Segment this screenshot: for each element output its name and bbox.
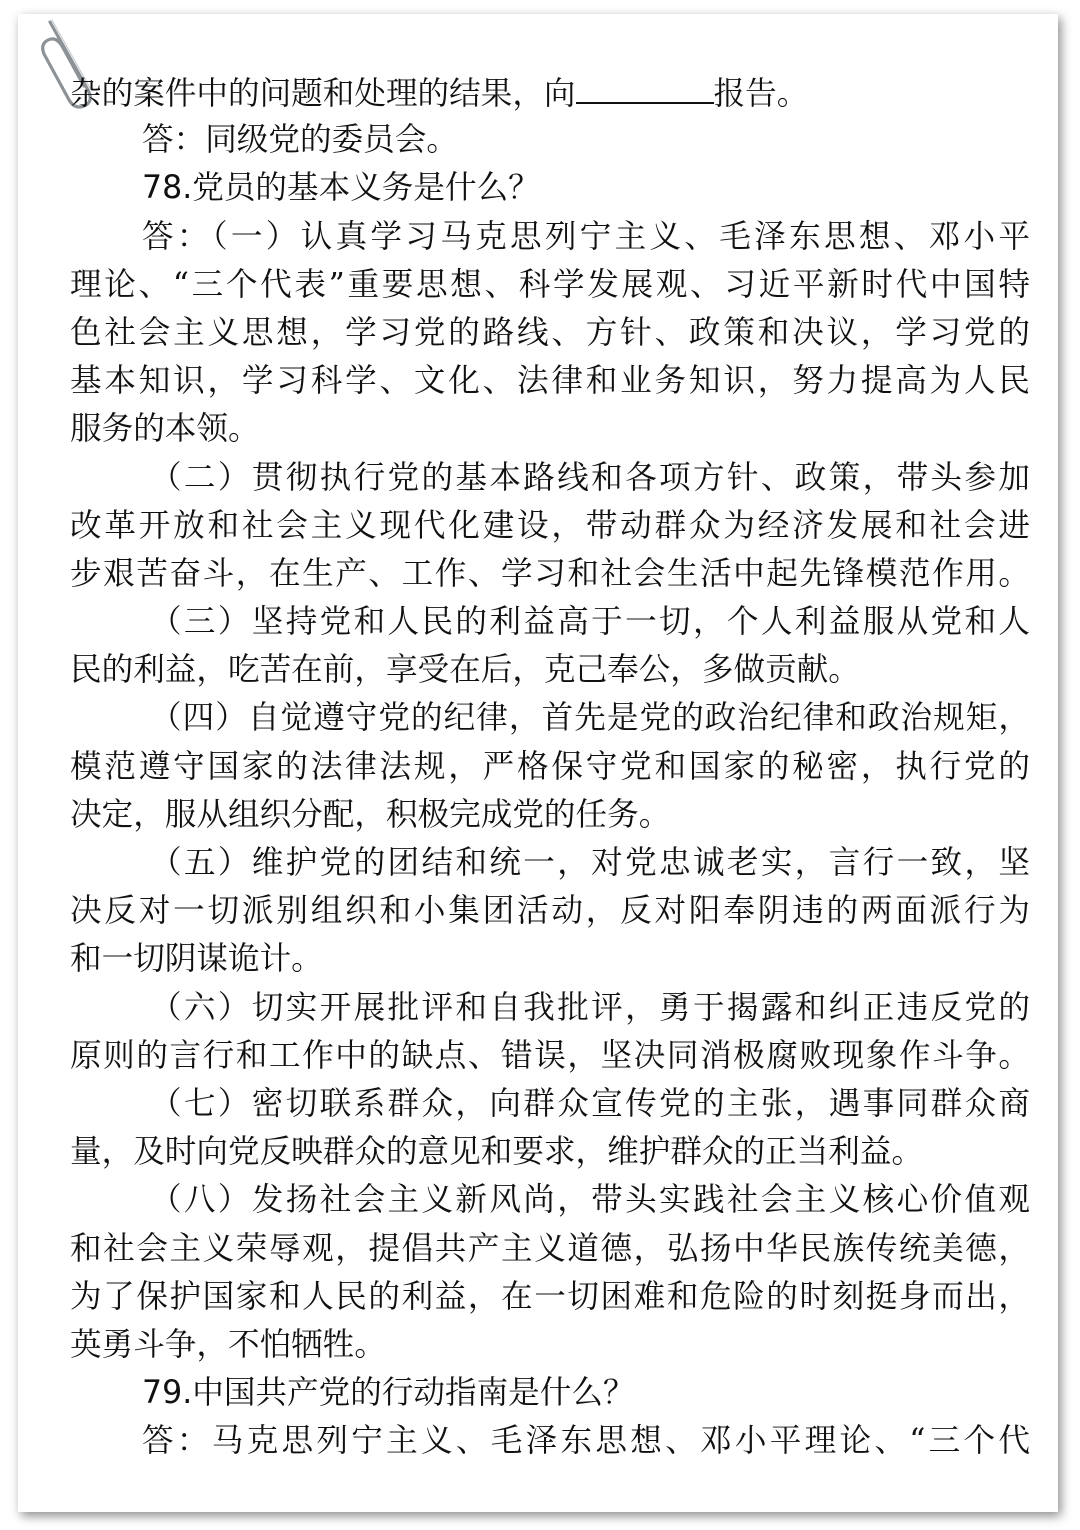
q78-item-2 [70,454,1030,599]
q79-title: 79.中国共产党的行动指南是什么？ [142,1375,635,1412]
q78-item-7 [70,1080,1030,1176]
item-line: （四）自觉遵守党的纪律，首先是党的政治纪律和政治规矩， [150,700,1030,737]
q78-title: 78.党员的基本义务是什么？ [142,170,540,207]
item-line: （八）发扬社会主义新风尚，带头实践社会主义核心价值观 [150,1182,1030,1219]
q78-item-5 [70,839,1030,984]
item-line: （三）坚持党和人民的利益高于一切，个人利益服从党和人 [150,604,1030,641]
item-line: 理论、“三个代表”重要思想、科学发展观、习近平新时代中国特 [70,266,1030,303]
q78-item-6 [70,984,1030,1080]
q77-answer: 答：同级党的委员会。 [142,122,458,159]
item-line: （二）贯彻执行党的基本路线和各项方针、政策，带头参加 [150,459,1030,496]
item-line: 和一切阴谋诡计。 [70,941,323,978]
item-line: 原则的言行和工作中的缺点、错误，坚决同消极腐败现象作斗争。 [70,1037,1030,1074]
q78-item-3 [70,598,1030,694]
item-line: 色社会主义思想，学习党的路线、方针、政策和决议，学习党的 [70,314,1030,351]
item-line: 模范遵守国家的法律法规，严格保守党和国家的秘密，执行党的 [70,748,1030,785]
item-line: 民的利益，吃苦在前，享受在后，克己奉公，多做贡献。 [70,652,860,689]
q78-item-4 [70,694,1030,839]
document-page [18,14,1058,1512]
item-line: （六）切实开展批评和自我批评，勇于揭露和纠正违反党的 [150,989,1030,1026]
q78-item-8 [70,1176,1030,1369]
fill-in-blank [576,68,714,104]
fragment-line [70,68,1030,116]
item-line: 答：（一）认真学习马克思列宁主义、毛泽东思想、邓小平 [142,218,1030,255]
item-line: 服务的本领。 [70,411,260,448]
q78-item-1 [70,213,1030,454]
item-line: （五）维护党的团结和统一，对党忠诚老实，言行一致，坚 [150,845,1030,881]
item-line: 步艰苦奋斗，在生产、工作、学习和社会生活中起先锋模范作用。 [70,555,1030,592]
item-line: 量，及时向党反映群众的意见和要求，维护群众的正当利益。 [70,1134,924,1171]
item-line: 决反对一切派别组织和小集团活动，反对阳奉阴违的两面派行为 [70,893,1030,930]
item-line: 和社会主义荣辱观，提倡共产主义道德，弘扬中华民族传统美德， [70,1230,1030,1267]
item-line: 英勇斗争，不怕牺牲。 [70,1326,386,1363]
item-line: （七）密切联系群众，向群众宣传党的主张，遇事同群众商 [150,1085,1030,1122]
q79-answer: 答：马克思列宁主义、毛泽东思想、邓小平理论、“三个代 [142,1423,1030,1460]
item-line: 决定，服从组织分配，积极完成党的任务。 [70,796,671,833]
document-text [70,68,1030,1465]
fragment-text: 杂的案件中的问题和处理的结果，向 [70,76,576,112]
item-line: 为了保护国家和人民的利益，在一切困难和危险的时刻挺身而出， [70,1278,1030,1315]
item-line: 改革开放和社会主义现代化建设，带动群众为经济发展和社会进 [70,507,1030,544]
item-line: 基本知识，学习科学、文化、法律和业务知识，努力提高为人民 [70,363,1030,400]
fragment-tail: 报告。 [713,76,809,112]
